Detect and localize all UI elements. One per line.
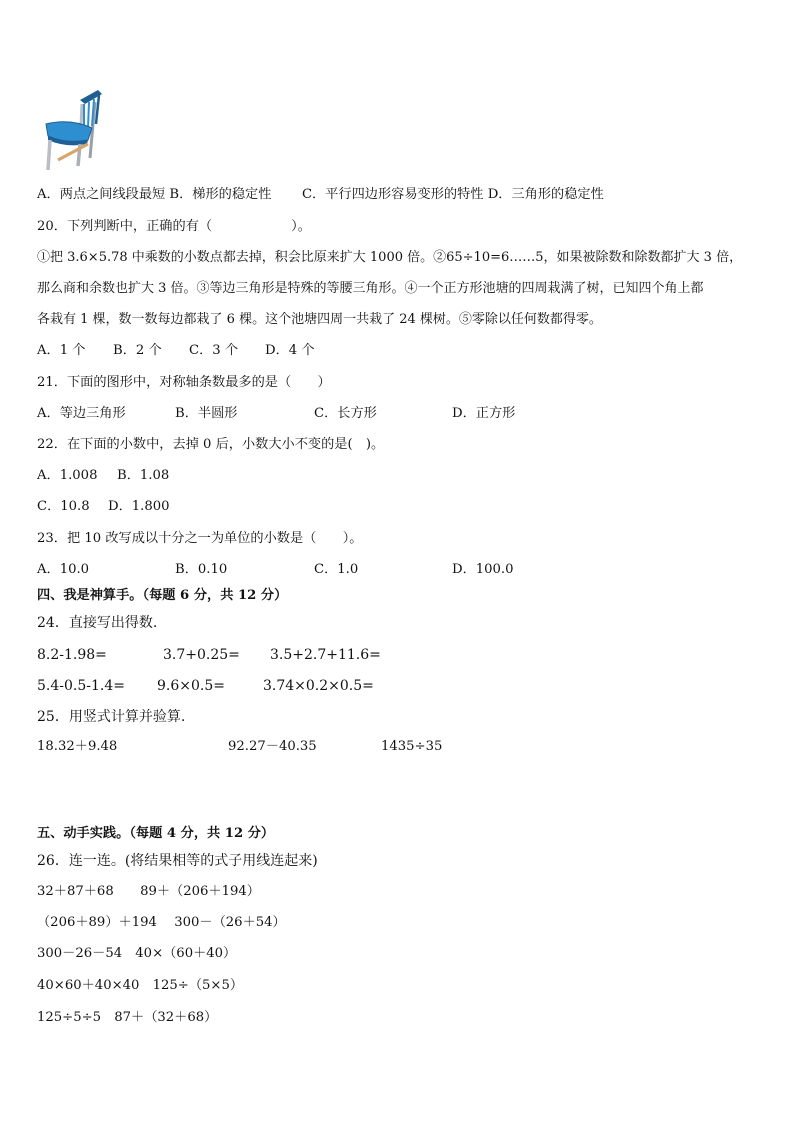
q26-row: 32＋87＋68 89＋（206＋194） bbox=[37, 884, 260, 899]
q23-option-a: A．10.0 bbox=[37, 562, 90, 577]
q24-item: 5.4-0.5-1.4= bbox=[37, 678, 125, 694]
q22-option-b: B．1.08 bbox=[117, 468, 170, 483]
q20-option-d: D．4 个 bbox=[265, 343, 315, 358]
q26-row: 125÷5÷5 87＋（32＋68） bbox=[37, 1010, 218, 1025]
q26-stem: 26．连一连。(将结果相等的式子用线连起来) bbox=[37, 853, 318, 869]
q25-stem: 25．用竖式计算并验算. bbox=[37, 709, 186, 725]
q24-item: 3.5+2.7+11.6= bbox=[270, 647, 381, 663]
q23-option-c: C．1.0 bbox=[314, 562, 359, 577]
chair-image bbox=[40, 88, 106, 172]
q22-option-c: C．10.8 bbox=[37, 499, 90, 514]
q21-option-a: A．等边三角形 bbox=[37, 406, 126, 421]
q24-item: 9.6×0.5= bbox=[157, 678, 225, 694]
q25-calc: 92.27－40.35 bbox=[228, 739, 317, 754]
q20-line-2: 那么商和余数也扩大 3 倍。③等边三角形是特殊的等腰三角形。④一个正方形池塘的四周栽满了树，已知四个角上都 bbox=[37, 281, 704, 296]
q21-option-d: D．正方形 bbox=[452, 406, 516, 421]
q22-option-d: D．1.800 bbox=[108, 499, 170, 514]
q24-item: 3.74×0.2×0.5= bbox=[263, 678, 374, 694]
q23-option-d: D．100.0 bbox=[452, 562, 514, 577]
q26-row: 300－26－54 40×（60＋40） bbox=[37, 946, 237, 961]
section-4-title: 四、我是神算手。（每题 6 分，共 12 分） bbox=[37, 588, 288, 603]
chair-front-leg bbox=[48, 140, 50, 170]
q24-stem: 24．直接写出得数. bbox=[37, 615, 158, 631]
q20-stem: 20．下列判断中，正确的有（ ）。 bbox=[37, 219, 311, 234]
q26-row: （206＋89）＋194 300－（26＋54） bbox=[37, 915, 286, 930]
q19-options: A．两点之间线段最短 B．梯形的稳定性 C．平行四边形容易变形的特性 D．三角形的稳定性 bbox=[37, 187, 604, 202]
q25-calc: 1435÷35 bbox=[381, 739, 443, 754]
q26-row: 40×60＋40×40 125÷（5×5） bbox=[37, 978, 244, 993]
q22-option-a: A．1.008 bbox=[37, 468, 98, 483]
q21-stem: 21．下面的图形中，对称轴条数最多的是（ ） bbox=[37, 375, 331, 390]
q20-line-3: 各栽有 1 棵，数一数每边都栽了 6 棵。这个池塘四周一共栽了 24 棵树。⑤零除以任何数都得零。 bbox=[37, 312, 602, 327]
q20-option-c: C．3 个 bbox=[189, 343, 239, 358]
q23-stem: 23．把 10 改写成以十分之一为单位的小数是（ ）。 bbox=[37, 531, 363, 546]
q23-option-b: B．0.10 bbox=[175, 562, 228, 577]
q21-option-c: C．长方形 bbox=[314, 406, 377, 421]
q21-option-b: B．半圆形 bbox=[175, 406, 238, 421]
q24-item: 3.7+0.25= bbox=[163, 647, 240, 663]
q22-stem: 22．在下面的小数中，去掉 0 后，小数大小不变的是( )。 bbox=[37, 437, 385, 452]
section-5-title: 五、动手实践。（每题 4 分，共 12 分） bbox=[37, 826, 275, 841]
q20-option-a: A．1 个 bbox=[37, 343, 86, 358]
q25-calc: 18.32＋9.48 bbox=[37, 739, 118, 754]
chair-rail bbox=[58, 144, 88, 160]
q24-item: 8.2-1.98= bbox=[37, 647, 107, 663]
q20-line-1: ①把 3.6×5.78 中乘数的小数点都去掉，积会比原来扩大 1000 倍。②65÷10=6……5，如果被除数和除数都扩大 3 倍， bbox=[37, 250, 743, 265]
q20-option-b: B．2 个 bbox=[113, 343, 162, 358]
